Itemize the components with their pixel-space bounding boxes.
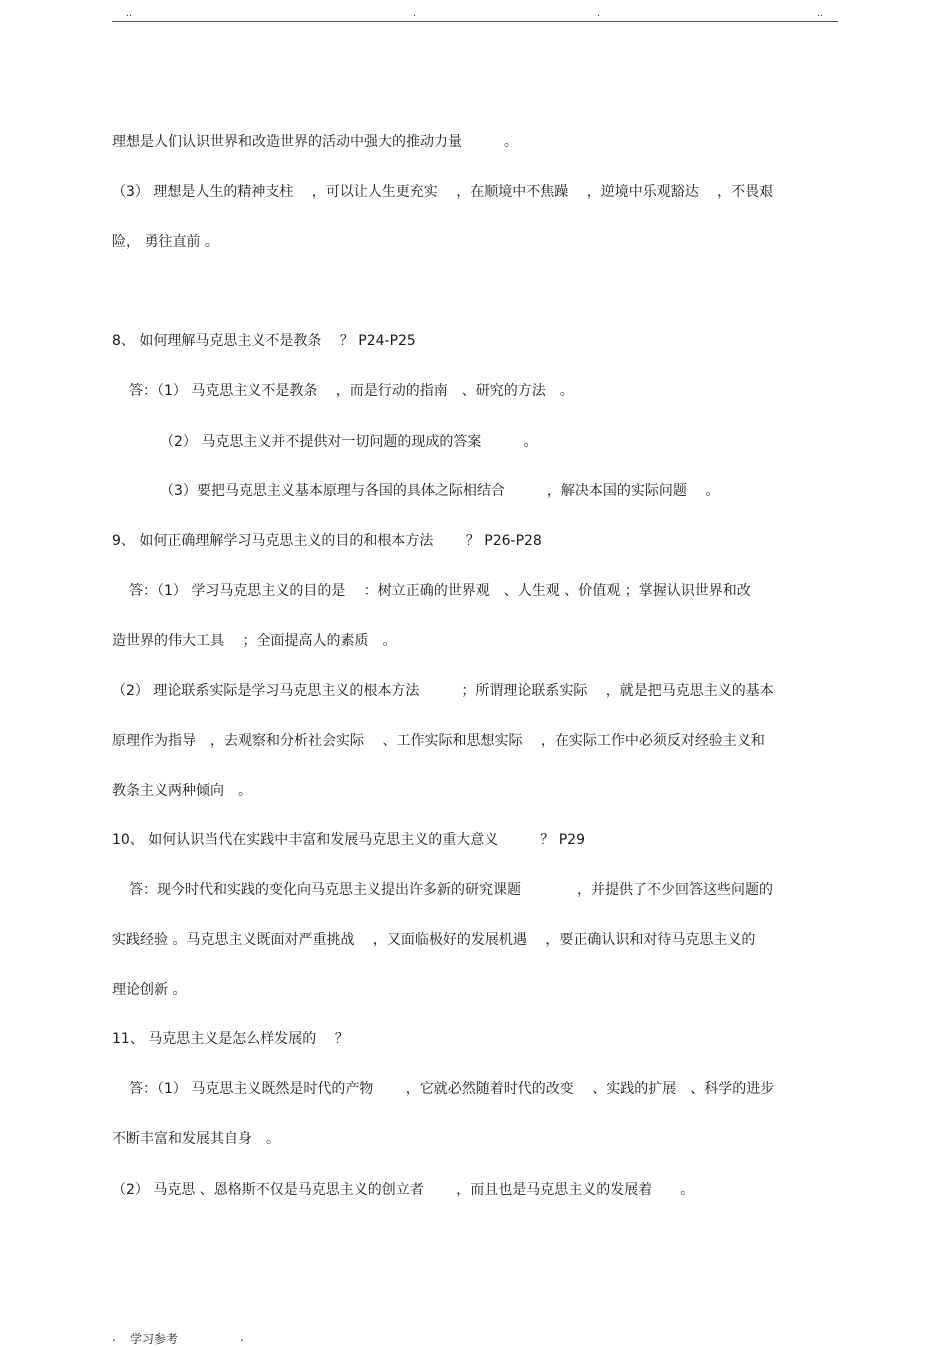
header-rule bbox=[112, 21, 838, 22]
answer-line: 答：（1） 马克思主义既然是时代的产物 ，它就必然随着时代的改变 、实践的扩展 、科学的进步 bbox=[129, 1081, 775, 1097]
footer-label: 学习参考 bbox=[130, 1332, 179, 1346]
body-line: （3） 理想是人生的精神支柱 ，可以让人生更充实 ，在顺境中不焦躁 ，逆境中乐观豁达 ，不畏艰 bbox=[112, 184, 774, 200]
answer-line: 答：（1） 学习马克思主义的目的是 ：树立正确的世界观 、人生观 、价值观 ；掌握认识世界和改 bbox=[129, 583, 751, 599]
answer-line: 实践经验 。马克思主义既面对严重挑战 ，又面临极好的发展机遇 ，要正确认识和对待马克思主义的 bbox=[112, 932, 756, 948]
body-line: 理想是人们认识世界和改造世界的活动中强大的推动力量 。 bbox=[112, 134, 518, 150]
answer-line: （2） 理论联系实际是学习马克思主义的根本方法 ；所谓理论联系实际 ，就是把马克思主义的基本 bbox=[112, 683, 774, 699]
header-mark-center-left: . bbox=[413, 7, 417, 19]
body-line: 险， 勇往直前 。 bbox=[112, 234, 219, 250]
header-mark-center-right: . bbox=[597, 7, 601, 19]
answer-line: 答：现今时代和实践的变化向马克思主义提出许多新的研究课题 ，并提供了不少回答这些问题的 bbox=[129, 882, 773, 898]
answer-line: （3）要把马克思主义基本原理与各国的具体之际相结合 ，解决本国的实际问题 。 bbox=[160, 483, 720, 499]
answer-line: （2） 马克思主义并不提供对一切问题的现成的答案 。 bbox=[160, 434, 538, 450]
footer-mark-right: . bbox=[240, 1330, 244, 1344]
answer-line: 理论创新 。 bbox=[112, 982, 187, 998]
answer-line: 不断丰富和发展其自身 。 bbox=[112, 1131, 280, 1147]
question-heading: 9、 如何正确理解学习马克思主义的目的和根本方法 ？ P26-P28 bbox=[112, 533, 542, 549]
answer-line: 原理作为指导 ，去观察和分析社会实际 、工作实际和思想实际 ，在实际工作中必须反对经验主义和 bbox=[112, 733, 765, 749]
answer-line: 答：（1） 马克思主义不是教条 ，而是行动的指南 、研究的方法 。 bbox=[129, 383, 574, 399]
footer-mark-left: . bbox=[112, 1330, 116, 1344]
question-heading: 8、 如何理解马克思主义不是教条 ？ P24-P25 bbox=[112, 333, 416, 349]
header-mark-left: .. bbox=[126, 7, 133, 19]
question-heading: 11、 马克思主义是怎么样发展的 ？ bbox=[112, 1031, 349, 1047]
header-mark-right: .. bbox=[817, 7, 824, 19]
answer-line: 教条主义两种倾向 。 bbox=[112, 783, 252, 799]
question-heading: 10、 如何认识当代在实践中丰富和发展马克思主义的重大意义 ？ P29 bbox=[112, 832, 585, 848]
answer-line: （2） 马克思 、恩格斯不仅是马克思主义的创立者 ，而且也是马克思主义的发展着 。 bbox=[112, 1182, 695, 1198]
answer-line: 造世界的伟大工具 ；全面提高人的素质 。 bbox=[112, 633, 397, 649]
